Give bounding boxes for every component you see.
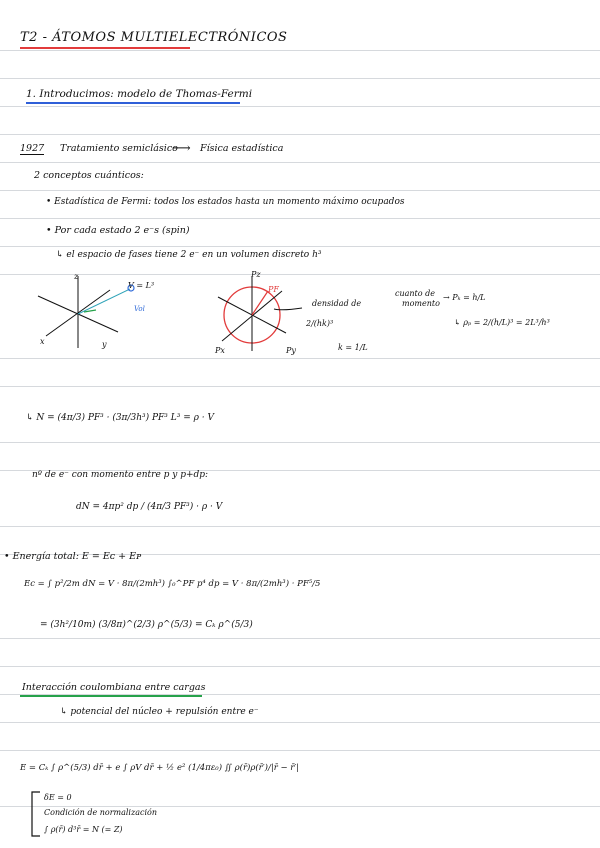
title-underline bbox=[20, 47, 190, 49]
fig2-px-label: Px bbox=[215, 346, 225, 355]
section2-underline bbox=[20, 695, 202, 697]
equation-E-functional: E = Cₖ ∫ ρ^(5/3) dr̄ + e ∫ ρV dr̄ + ½ e² (1/4πε₀) ∬ ρ(r̄)ρ(r̄′)/|r̄ − r̄′| bbox=[20, 763, 300, 773]
figure-real-space bbox=[38, 276, 188, 356]
fig1-z-label: z bbox=[74, 272, 79, 281]
equation-dN: dN = 4πp² dp / (4π/3 PF³) · ρ · V bbox=[76, 502, 223, 512]
fig2-py-label: Py bbox=[286, 346, 296, 355]
fig2-pz-label: Pz bbox=[251, 270, 261, 279]
density-value: 2/(hk)³ bbox=[306, 319, 334, 328]
density-label: densidad de bbox=[312, 299, 362, 308]
section1-heading: 1. Introducimos: modelo de Thomas-Fermi bbox=[26, 88, 253, 100]
side-note-p-eq: → Pₖ = h/L bbox=[443, 293, 486, 302]
side-note-rho-eq: ↳ ρₚ = 2/(h/L)³ = 2L³/h³ bbox=[454, 318, 550, 327]
electrons-momentum-line: nº de e⁻ con momento entre p y p+dp: bbox=[32, 470, 209, 480]
concepts-intro: 2 conceptos cuánticos: bbox=[34, 170, 144, 181]
fig1-x-label: x bbox=[40, 337, 45, 346]
arrow-text: ⟶ bbox=[172, 141, 191, 156]
concept1: • Estadística de Fermi: todos los estados hasta un momento máximo ocupados bbox=[46, 197, 405, 207]
concept2-sub: ↳ el espacio de fases tiene 2 e⁻ en un volumen discreto h³ bbox=[56, 250, 322, 260]
condition-integral: ∫ ρ(r̄) d³r̄ = N (= Z) bbox=[44, 825, 123, 834]
equation-Ec2: = (3h²/10m) (3/8π)^(2/3) ρ^(5/3) = Cₖ ρ^(5/3) bbox=[40, 620, 253, 630]
year: 1927 bbox=[20, 143, 45, 154]
fig1-vol-small: Vol bbox=[134, 305, 145, 313]
condition-normalization: Condición de normalización bbox=[44, 808, 157, 817]
fig1-volume-label: V = L³ bbox=[128, 281, 155, 290]
fig2-pf-label: PF bbox=[268, 285, 279, 294]
conditions-bracket bbox=[28, 790, 42, 840]
page-title: T2 - ÁTOMOS MULTIELECTRÓNICOS bbox=[20, 30, 288, 45]
condition-variation: δE = 0 bbox=[44, 793, 72, 802]
side-note-line2: momento bbox=[402, 299, 440, 308]
equation-Ec: Ec = ∫ p²/2m dN = V · 8π/(2mh³) ∫₀^PF p⁴ dp = V · 8π/(2mh³) · PF⁵/5 bbox=[24, 579, 321, 589]
section2-heading: Interacción coulombiana entre cargas bbox=[22, 682, 206, 693]
section2-sub: ↳ potencial del núcleo + repulsión entre e⁻ bbox=[60, 707, 259, 717]
fig1-y-label: y bbox=[102, 340, 107, 349]
side-note-line1: cuanto de bbox=[395, 289, 435, 298]
physics-text: Física estadística bbox=[200, 143, 284, 154]
section1-underline bbox=[26, 102, 240, 104]
treatment-text: Tratamiento semiclásico bbox=[60, 143, 178, 154]
equation-N: ↳ N = (4π/3) PF³ · (3π/3h³) PF³ L³ = ρ · V bbox=[26, 413, 214, 423]
k-value: k = 1/L bbox=[338, 343, 368, 352]
concept2: • Por cada estado 2 e⁻s (spin) bbox=[46, 225, 190, 236]
energy-intro: • Energía total: E = Eᴄ + Eᴘ bbox=[4, 551, 142, 562]
